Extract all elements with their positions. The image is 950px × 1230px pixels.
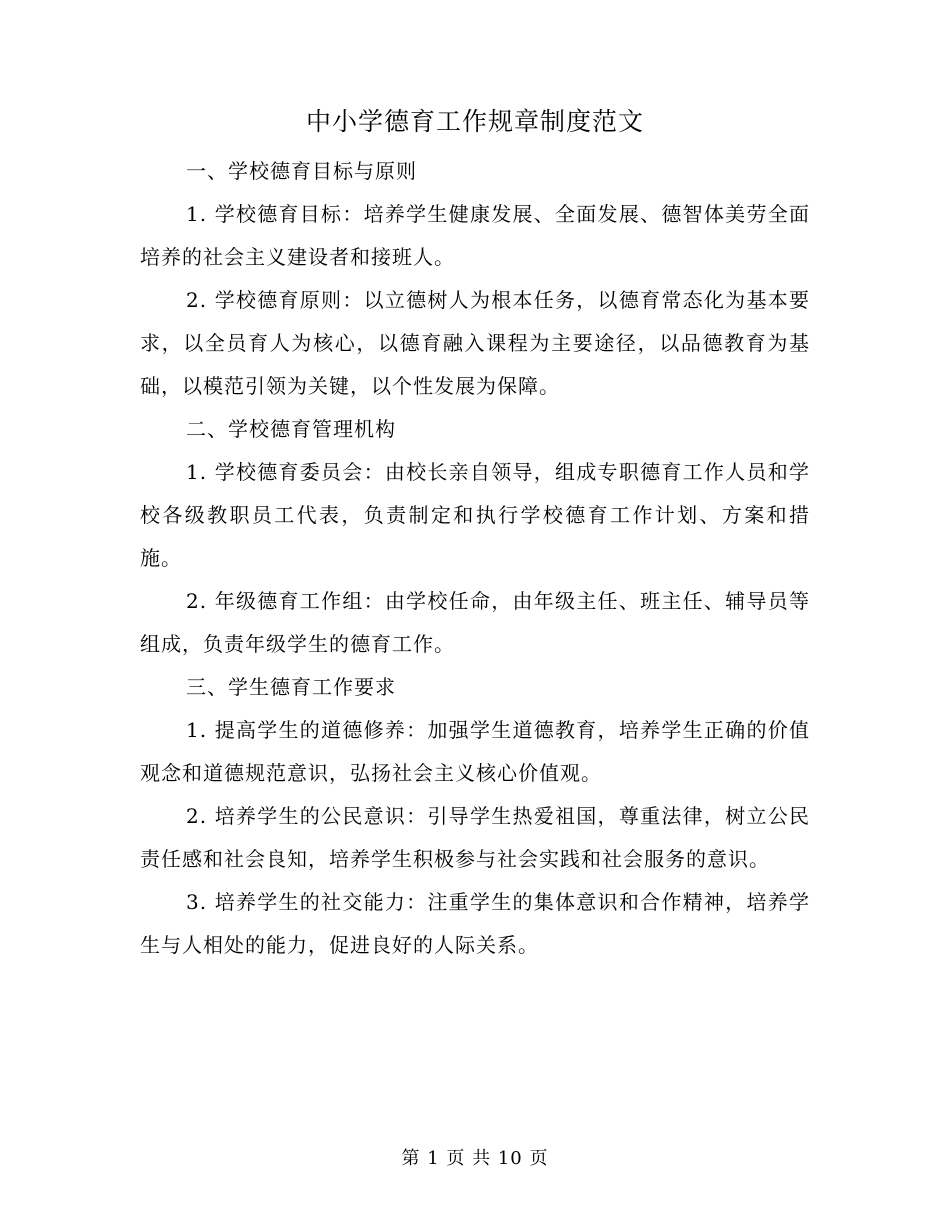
section-heading: 三、学生德育工作要求	[186, 675, 396, 699]
paragraph: 3. 培养学生的社交能力：注重学生的集体意识和合作精神，培养学生与人相处的能力，促进良好的人际关系。	[140, 890, 810, 957]
document-body	[140, 150, 810, 967]
section-heading: 二、学校德育管理机构	[186, 417, 396, 441]
paragraph: 1. 提高学生的道德修养：加强学生道德教育，培养学生正确的价值观念和道德规范意识，弘扬社会主义核心价值观。	[140, 718, 810, 785]
paragraph: 1. 学校德育委员会：由校长亲自领导，组成专职德育工作人员和学校各级教职员工代表，负责制定和执行学校德育工作计划、方案和措施。	[140, 460, 810, 570]
paragraph: 1. 学校德育目标：培养学生健康发展、全面发展、德智体美劳全面培养的社会主义建设者和接班人。	[140, 202, 810, 269]
page-number-footer: 第 1 页 共 10 页	[401, 1148, 549, 1169]
document-title: 中小学德育工作规章制度范文	[305, 107, 644, 136]
section-heading: 一、学校德育目标与原则	[186, 159, 417, 183]
paragraph: 2. 年级德育工作组：由学校任命，由年级主任、班主任、辅导员等组成，负责年级学生的德育工作。	[140, 589, 810, 656]
paragraph: 2. 培养学生的公民意识：引导学生热爱祖国，尊重法律，树立公民责任感和社会良知，培养学生积极参与社会实践和社会服务的意识。	[140, 804, 810, 871]
paragraph: 2. 学校德育原则：以立德树人为根本任务，以德育常态化为基本要求，以全员育人为核心，以德育融入课程为主要途径，以品德教育为基础，以模范引领为关键，以个性发展为保障。	[140, 288, 810, 398]
